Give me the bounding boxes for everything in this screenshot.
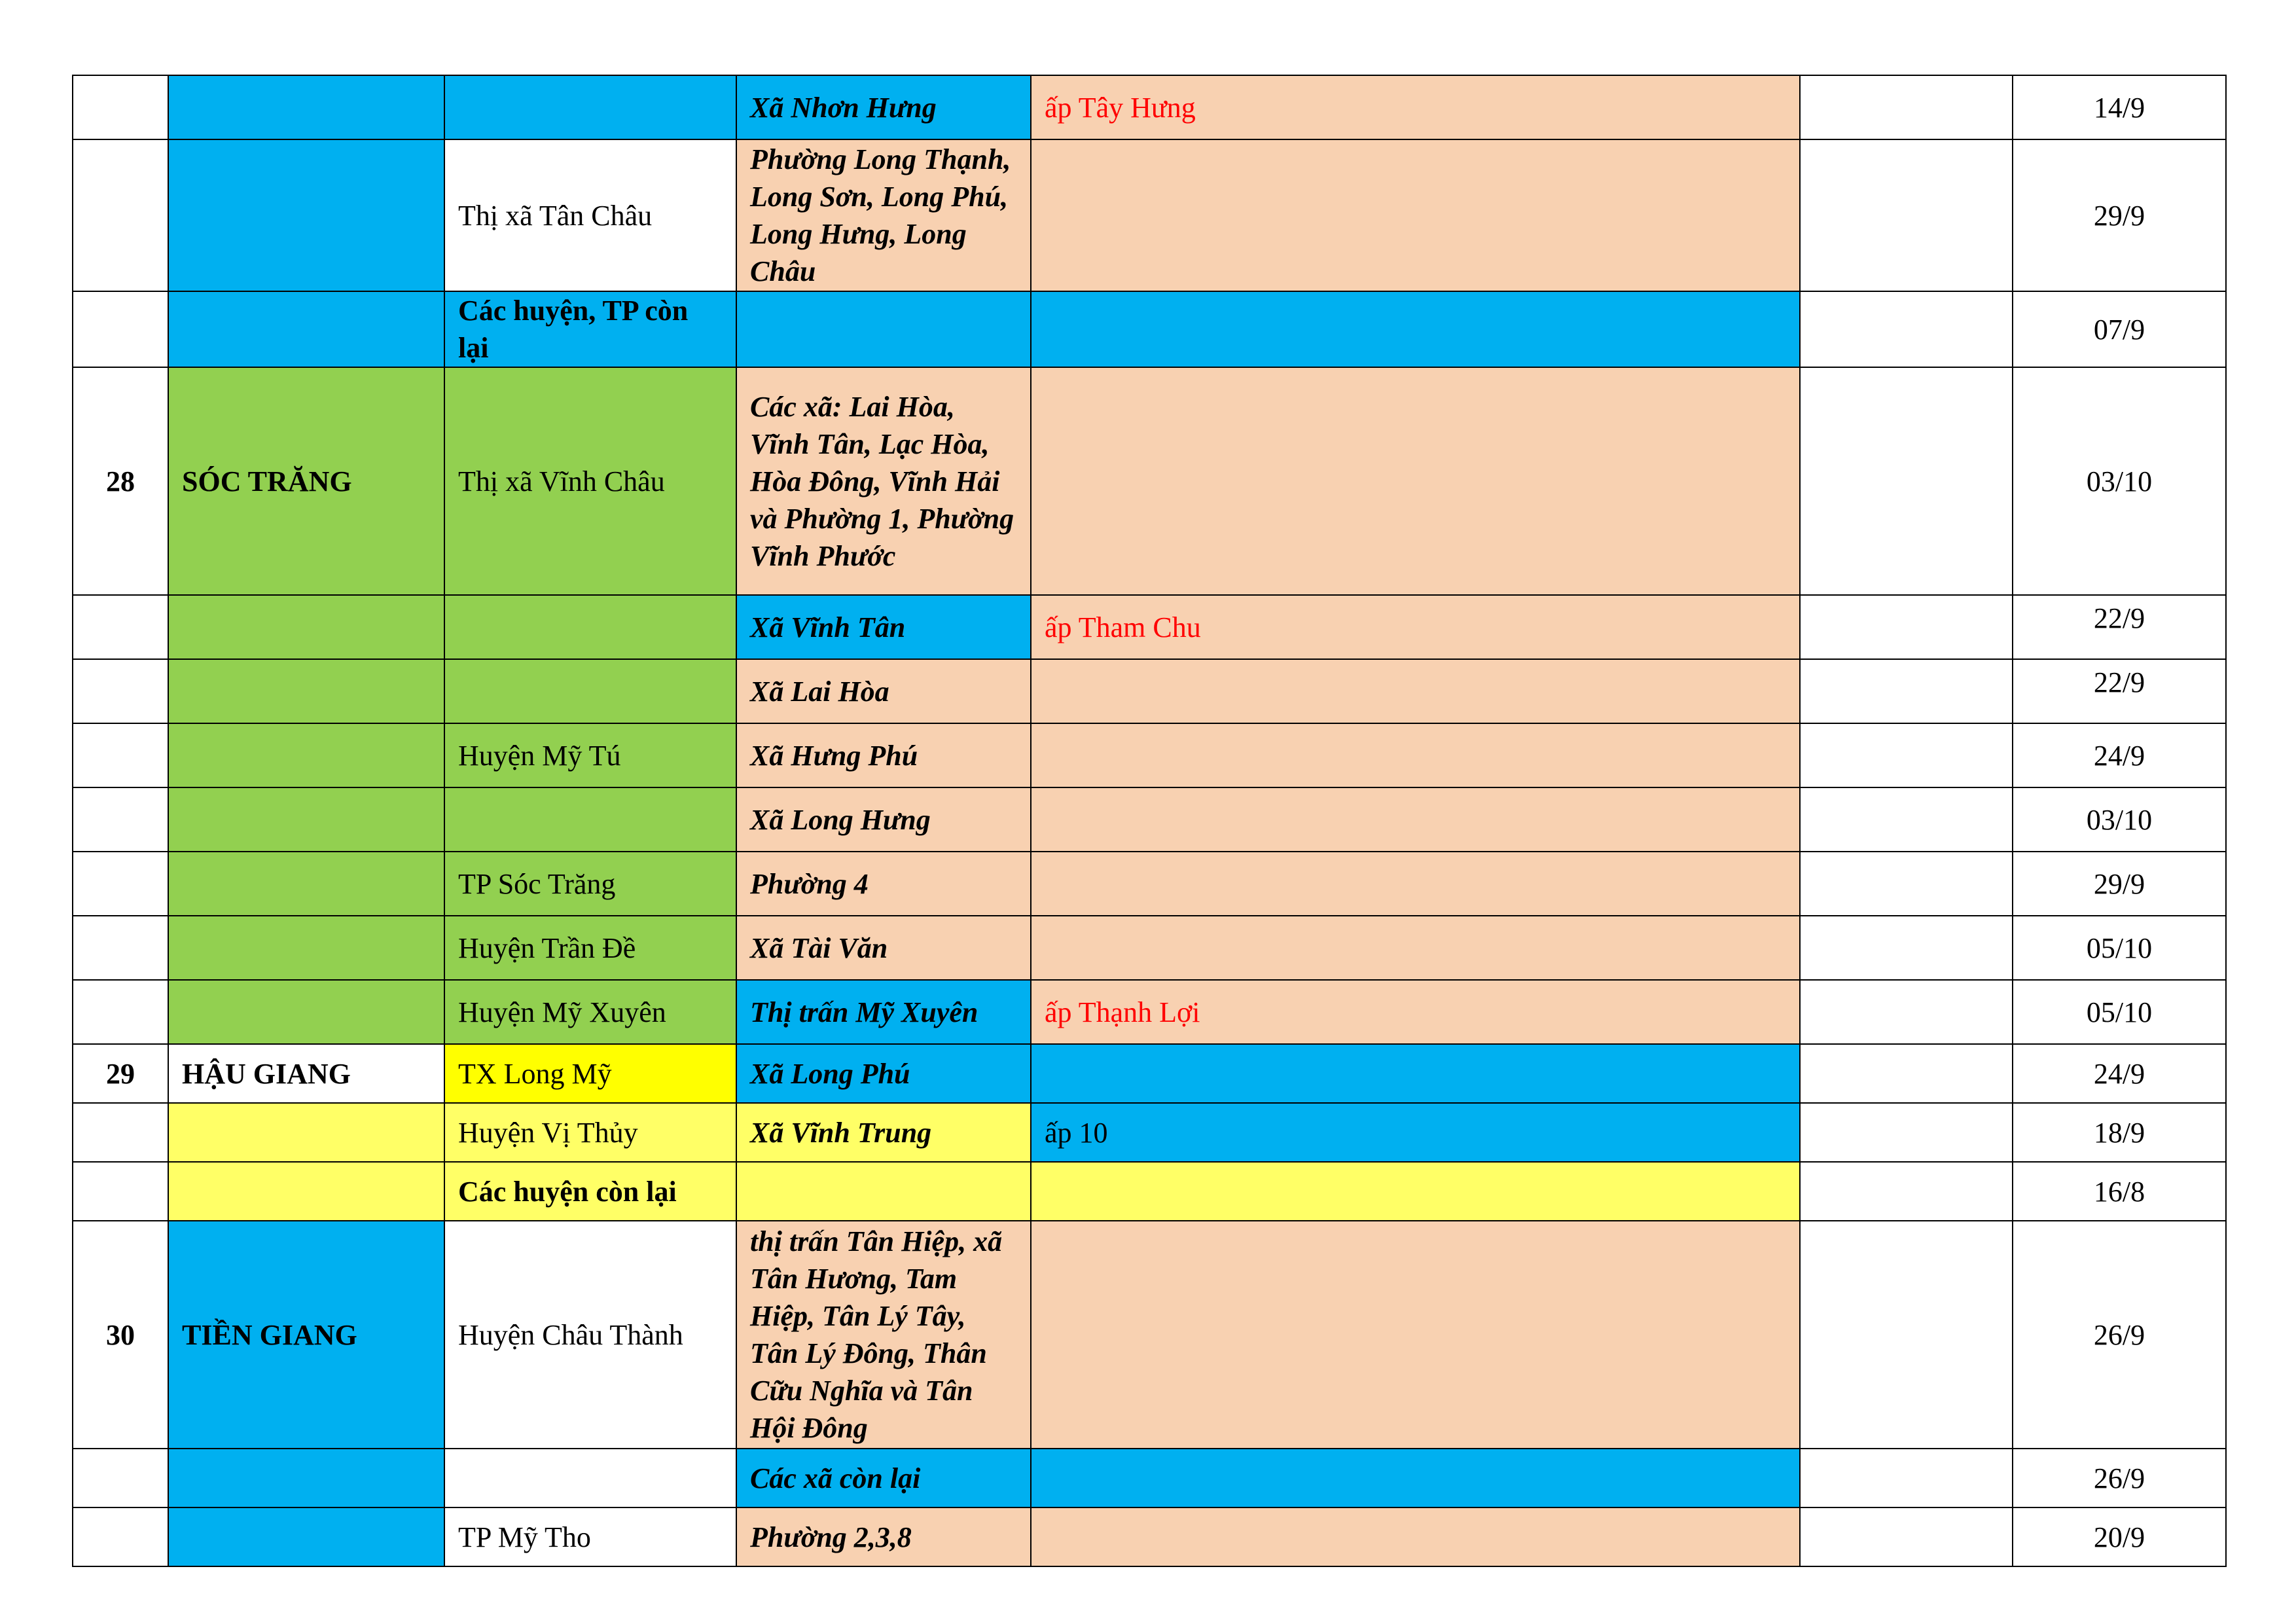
district-cell: Các huyện còn lại <box>444 1162 736 1221</box>
row-number: 29 <box>73 1044 168 1103</box>
date-cell: 14/9 <box>2013 75 2226 139</box>
ward-cell: Xã Vĩnh Trung <box>736 1103 1031 1162</box>
province-cell: TIỀN GIANG <box>168 1221 444 1449</box>
province-cell <box>168 787 444 852</box>
hamlet-cell <box>1031 1162 1800 1221</box>
ward-cell: Xã Nhơn Hưng <box>736 75 1031 139</box>
extra-cell <box>1800 1221 2013 1449</box>
extra-cell <box>1800 980 2013 1044</box>
row-number <box>73 139 168 291</box>
date-cell: 24/9 <box>2013 723 2226 787</box>
district-cell: Huyện Trần Đề <box>444 916 736 980</box>
date-cell: 20/9 <box>2013 1507 2226 1566</box>
hamlet-cell <box>1031 723 1800 787</box>
province-cell: SÓC TRĂNG <box>168 367 444 595</box>
table-row <box>73 1162 2226 1221</box>
row-number <box>73 852 168 916</box>
province-cell <box>168 916 444 980</box>
table-row <box>73 367 2226 595</box>
province-cell <box>168 595 444 659</box>
table-row <box>73 139 2226 291</box>
date-cell: 03/10 <box>2013 367 2226 595</box>
district-cell: TP Mỹ Tho <box>444 1507 736 1566</box>
province-cell <box>168 291 444 367</box>
hamlet-cell <box>1031 1044 1800 1103</box>
extra-cell <box>1800 1162 2013 1221</box>
row-number <box>73 1449 168 1507</box>
province-cell <box>168 1162 444 1221</box>
extra-cell <box>1800 139 2013 291</box>
row-number <box>73 787 168 852</box>
extra-cell <box>1800 659 2013 723</box>
province-cell <box>168 1449 444 1507</box>
extra-cell <box>1800 852 2013 916</box>
ward-cell: Xã Lai Hòa <box>736 659 1031 723</box>
extra-cell <box>1800 916 2013 980</box>
date-cell: 29/9 <box>2013 852 2226 916</box>
extra-cell <box>1800 595 2013 659</box>
hamlet-cell <box>1031 1449 1800 1507</box>
extra-cell <box>1800 367 2013 595</box>
ward-cell: Các xã còn lại <box>736 1449 1031 1507</box>
table-row <box>73 980 2226 1044</box>
schedule-table <box>72 75 2227 1567</box>
hamlet-cell <box>1031 1507 1800 1566</box>
ward-cell: thị trấn Tân Hiệp, xã Tân Hương, Tam Hiệp, Tân Lý Tây, Tân Lý Đông, Thân Cữu Nghĩa và Tân Hội Đông <box>736 1221 1031 1449</box>
province-cell <box>168 659 444 723</box>
table-row <box>73 787 2226 852</box>
row-number: 30 <box>73 1221 168 1449</box>
ward-cell: Xã Hưng Phú <box>736 723 1031 787</box>
row-number: 28 <box>73 367 168 595</box>
date-cell: 26/9 <box>2013 1221 2226 1449</box>
hamlet-cell <box>1031 139 1800 291</box>
ward-cell <box>736 1162 1031 1221</box>
ward-cell: Xã Long Phú <box>736 1044 1031 1103</box>
hamlet-cell: ấp Thạnh Lợi <box>1031 980 1800 1044</box>
table-row <box>73 1507 2226 1566</box>
table-row <box>73 1103 2226 1162</box>
table-row <box>73 595 2226 659</box>
date-cell: 07/9 <box>2013 291 2226 367</box>
province-cell <box>168 75 444 139</box>
province-cell: HẬU GIANG <box>168 1044 444 1103</box>
district-cell: Thị xã Vĩnh Châu <box>444 367 736 595</box>
ward-cell: Các xã: Lai Hòa, Vĩnh Tân, Lạc Hòa, Hòa Đông, Vĩnh Hải và Phường 1, Phường Vĩnh Phước <box>736 367 1031 595</box>
row-number <box>73 1162 168 1221</box>
row-number <box>73 595 168 659</box>
province-cell <box>168 1507 444 1566</box>
row-number <box>73 723 168 787</box>
province-cell <box>168 139 444 291</box>
extra-cell <box>1800 75 2013 139</box>
district-cell <box>444 595 736 659</box>
row-number <box>73 291 168 367</box>
date-cell: 05/10 <box>2013 980 2226 1044</box>
ward-cell: Xã Tài Văn <box>736 916 1031 980</box>
ward-cell: Thị trấn Mỹ Xuyên <box>736 980 1031 1044</box>
district-cell: Huyện Vị Thủy <box>444 1103 736 1162</box>
row-number <box>73 659 168 723</box>
date-cell: 22/9 <box>2013 595 2226 659</box>
district-cell: Huyện Mỹ Xuyên <box>444 980 736 1044</box>
table-row <box>73 1449 2226 1507</box>
date-cell: 16/8 <box>2013 1162 2226 1221</box>
table-row <box>73 1221 2226 1449</box>
table-row <box>73 75 2226 139</box>
date-cell: 29/9 <box>2013 139 2226 291</box>
hamlet-cell <box>1031 659 1800 723</box>
hamlet-cell: ấp Tây Hưng <box>1031 75 1800 139</box>
row-number <box>73 1507 168 1566</box>
row-number <box>73 916 168 980</box>
province-cell <box>168 723 444 787</box>
table-row <box>73 291 2226 367</box>
hamlet-cell: ấp Tham Chu <box>1031 595 1800 659</box>
date-cell: 26/9 <box>2013 1449 2226 1507</box>
ward-cell: Xã Vĩnh Tân <box>736 595 1031 659</box>
extra-cell <box>1800 1044 2013 1103</box>
extra-cell <box>1800 787 2013 852</box>
extra-cell <box>1800 291 2013 367</box>
province-cell <box>168 980 444 1044</box>
ward-cell: Xã Long Hưng <box>736 787 1031 852</box>
row-number <box>73 1103 168 1162</box>
district-cell: TP Sóc Trăng <box>444 852 736 916</box>
extra-cell <box>1800 1507 2013 1566</box>
district-cell: Các huyện, TP còn lại <box>444 291 736 367</box>
hamlet-cell: ấp 10 <box>1031 1103 1800 1162</box>
hamlet-cell <box>1031 1221 1800 1449</box>
extra-cell <box>1800 723 2013 787</box>
district-cell: Huyện Châu Thành <box>444 1221 736 1449</box>
hamlet-cell <box>1031 916 1800 980</box>
extra-cell <box>1800 1103 2013 1162</box>
hamlet-cell <box>1031 787 1800 852</box>
hamlet-cell <box>1031 291 1800 367</box>
row-number <box>73 980 168 1044</box>
extra-cell <box>1800 1449 2013 1507</box>
table-row <box>73 852 2226 916</box>
district-cell <box>444 1449 736 1507</box>
district-cell <box>444 659 736 723</box>
district-cell <box>444 75 736 139</box>
date-cell: 22/9 <box>2013 659 2226 723</box>
district-cell: Thị xã Tân Châu <box>444 139 736 291</box>
ward-cell: Phường 2,3,8 <box>736 1507 1031 1566</box>
table-row <box>73 659 2226 723</box>
date-cell: 05/10 <box>2013 916 2226 980</box>
ward-cell: Phường 4 <box>736 852 1031 916</box>
ward-cell: Phường Long Thạnh, Long Sơn, Long Phú, Long Hưng, Long Châu <box>736 139 1031 291</box>
date-cell: 03/10 <box>2013 787 2226 852</box>
date-cell: 24/9 <box>2013 1044 2226 1103</box>
table-row <box>73 916 2226 980</box>
date-cell: 18/9 <box>2013 1103 2226 1162</box>
hamlet-cell <box>1031 367 1800 595</box>
ward-cell <box>736 291 1031 367</box>
province-cell <box>168 1103 444 1162</box>
district-cell: TX Long Mỹ <box>444 1044 736 1103</box>
table-row <box>73 723 2226 787</box>
district-cell <box>444 787 736 852</box>
row-number <box>73 75 168 139</box>
table-row <box>73 1044 2226 1103</box>
province-cell <box>168 852 444 916</box>
district-cell: Huyện Mỹ Tú <box>444 723 736 787</box>
hamlet-cell <box>1031 852 1800 916</box>
